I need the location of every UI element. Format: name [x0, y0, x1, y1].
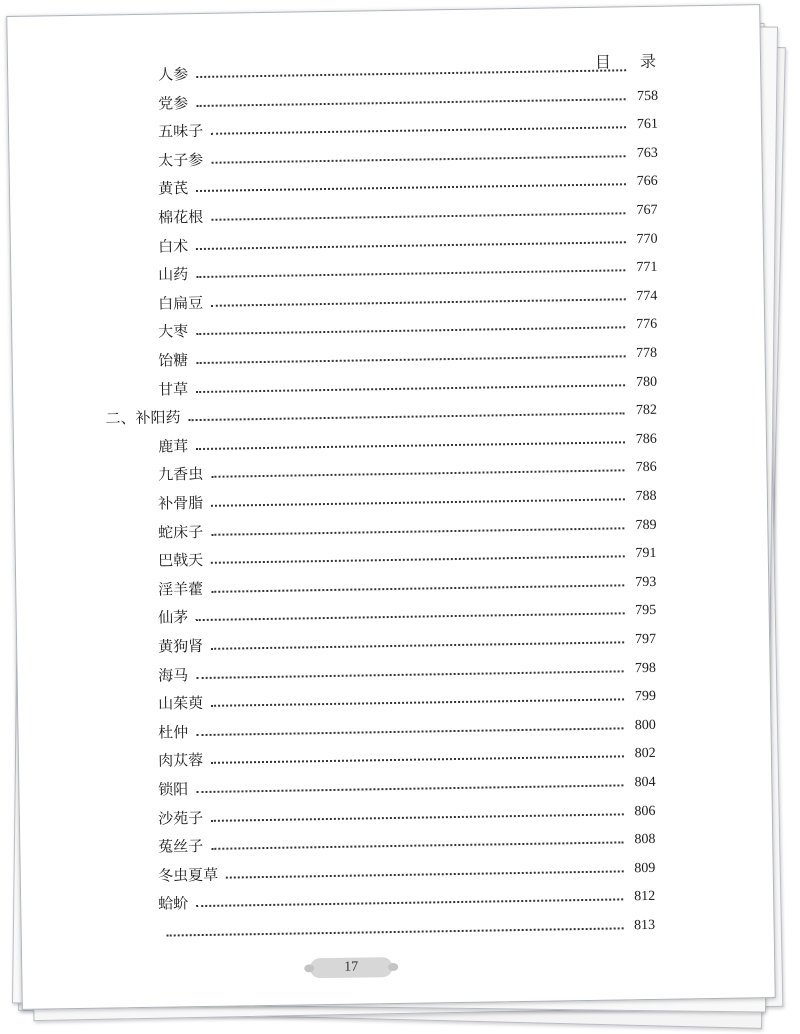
toc-entry-page: 813 — [633, 917, 656, 934]
toc-entry-title: 冬虫夏草 — [158, 865, 219, 885]
dot-leader — [196, 783, 623, 793]
dot-leader — [196, 183, 626, 193]
toc-entry-title: 仙茅 — [158, 608, 189, 628]
dot-leader — [211, 154, 626, 164]
toc-entry-title: 锁阳 — [158, 780, 189, 799]
toc-entry-page: 804 — [634, 774, 656, 791]
toc-entry-page: 767 — [636, 202, 658, 219]
toc-entry-page: 770 — [636, 231, 658, 247]
toc-entry — [158, 911, 655, 943]
toc-entry-page: 791 — [635, 546, 657, 562]
toc-entry — [158, 367, 657, 399]
dot-leader — [196, 240, 625, 250]
toc-entry-title: 鹿茸 — [158, 436, 189, 456]
toc-entry-page: 797 — [634, 631, 657, 648]
toc-entry — [158, 682, 656, 714]
toc-entry-title: 黄狗肾 — [158, 636, 204, 656]
toc-entry-title: 九香虫 — [158, 465, 204, 485]
dot-leader — [211, 812, 623, 821]
dot-leader — [211, 640, 624, 649]
dot-leader — [196, 354, 625, 364]
toc-entry-page: 774 — [636, 288, 658, 304]
toc-entry — [158, 253, 658, 285]
toc-entry-page: 766 — [636, 174, 658, 190]
toc-entry — [158, 882, 655, 914]
toc-entry-page: 778 — [636, 345, 658, 362]
toc-entry-page: 782 — [635, 402, 658, 419]
toc-entry-page: 798 — [634, 660, 657, 676]
toc-entry — [158, 196, 658, 228]
toc-entry — [158, 110, 658, 142]
dot-leader — [196, 898, 623, 908]
toc-entry-page: 780 — [635, 374, 658, 390]
dot-leader — [196, 383, 625, 393]
toc-entry-title: 蛇床子 — [158, 522, 204, 542]
toc-entry — [158, 510, 657, 542]
toc-entry-title: 白扁豆 — [158, 293, 204, 313]
dot-leader — [196, 440, 625, 450]
dot-leader — [211, 583, 624, 592]
toc-entry — [158, 167, 658, 199]
toc-entry — [158, 282, 658, 314]
dot-leader — [196, 612, 624, 622]
toc-entry-title: 太子参 — [158, 150, 204, 170]
toc-entry-title: 补骨脂 — [158, 493, 204, 513]
toc-entry — [158, 711, 656, 743]
toc-entry-title: 淫羊藿 — [158, 579, 204, 599]
toc-entry — [158, 653, 656, 685]
dot-leader — [211, 555, 624, 564]
toc-entry — [158, 568, 657, 600]
toc-entry — [158, 739, 656, 771]
dot-leader — [211, 841, 623, 850]
toc-entry-page: 786 — [635, 460, 657, 476]
toc-entry-page: 795 — [635, 603, 657, 619]
toc-entry — [158, 596, 656, 628]
toc-entry — [158, 139, 658, 171]
toc-entry — [158, 310, 657, 342]
dot-leader — [196, 268, 625, 278]
toc-entry-title: 巴戟天 — [158, 551, 204, 570]
toc-entry — [158, 825, 656, 857]
toc-entry-title: 人参 — [158, 65, 189, 84]
toc-entry-title: 五味子 — [158, 122, 204, 141]
toc-entry-title: 沙苑子 — [158, 808, 204, 828]
dot-leader — [166, 926, 623, 936]
toc-entry-title: 饴糖 — [158, 351, 189, 370]
toc-entry — [158, 768, 656, 800]
toc-entry-title: 山茱萸 — [158, 694, 204, 713]
dot-leader — [211, 297, 625, 307]
toc-entry — [158, 53, 658, 85]
toc-entry-page: 758 — [636, 88, 659, 104]
dot-leader — [211, 755, 624, 764]
toc-entry — [105, 396, 657, 429]
toc-entry — [158, 81, 658, 113]
dot-leader — [189, 412, 625, 422]
toc-entry-title: 山药 — [158, 265, 189, 284]
toc-entry-page: 802 — [634, 746, 656, 762]
dot-leader — [211, 125, 626, 135]
toc-entry — [158, 453, 657, 485]
toc-entry-page: 788 — [635, 488, 657, 505]
dot-leader — [196, 68, 626, 78]
running-header: 目 录 — [594, 51, 669, 72]
toc-entry-title: 大枣 — [158, 322, 189, 342]
toc-entry-page: 771 — [636, 259, 658, 276]
toc-entry-page: 776 — [636, 317, 658, 333]
toc-entry — [158, 854, 656, 886]
toc-entry-page: 809 — [634, 860, 656, 877]
toc-entry-page: 808 — [634, 832, 656, 848]
toc-entry — [158, 224, 658, 256]
toc-entry-title: 白术 — [158, 236, 189, 256]
toc-entry-title: 杜仲 — [158, 723, 189, 742]
toc-entry-page: 789 — [635, 517, 657, 533]
toc-entry-page: 793 — [635, 574, 657, 590]
dot-leader — [211, 469, 625, 478]
toc-entry-title: 菟丝子 — [158, 837, 204, 856]
toc-entry-title: 甘草 — [158, 379, 189, 399]
dot-leader — [196, 326, 625, 336]
toc-entry-page: 799 — [634, 689, 657, 705]
dot-leader — [211, 211, 625, 221]
toc-entry-page — [628, 76, 658, 77]
toc-entry-title: 二、补阳药 — [105, 408, 181, 428]
toc-entry — [158, 539, 657, 571]
toc-entry-page: 761 — [636, 116, 659, 133]
dot-leader — [211, 497, 624, 506]
toc-entry-title: 海马 — [158, 665, 189, 685]
toc-entry-page: 812 — [634, 889, 656, 905]
toc-entry-title: 党参 — [158, 93, 189, 113]
toc-entry-title: 棉花根 — [158, 207, 204, 227]
toc-entry-page: 806 — [634, 803, 656, 819]
toc-entry-page: 800 — [634, 717, 656, 733]
dot-leader — [226, 869, 623, 878]
toc-entry — [158, 625, 656, 657]
toc-entry-title: 黄芪 — [158, 179, 189, 199]
toc-entry-title: 肉苁蓉 — [158, 751, 204, 771]
toc-page — [6, 4, 776, 1010]
toc-entry — [158, 425, 657, 457]
toc-entry-page: 786 — [635, 431, 657, 447]
toc-entry — [158, 796, 656, 828]
page-number: 17 — [310, 957, 392, 978]
toc-entry-title: 蛤蚧 — [158, 894, 189, 914]
toc-entry — [158, 339, 657, 371]
dot-leader — [211, 526, 624, 535]
toc-entry — [158, 482, 657, 514]
dot-leader — [196, 669, 624, 679]
toc-entry-page: 763 — [636, 145, 658, 161]
dot-leader — [211, 698, 624, 707]
dot-leader — [196, 97, 626, 107]
dot-leader — [196, 726, 624, 736]
